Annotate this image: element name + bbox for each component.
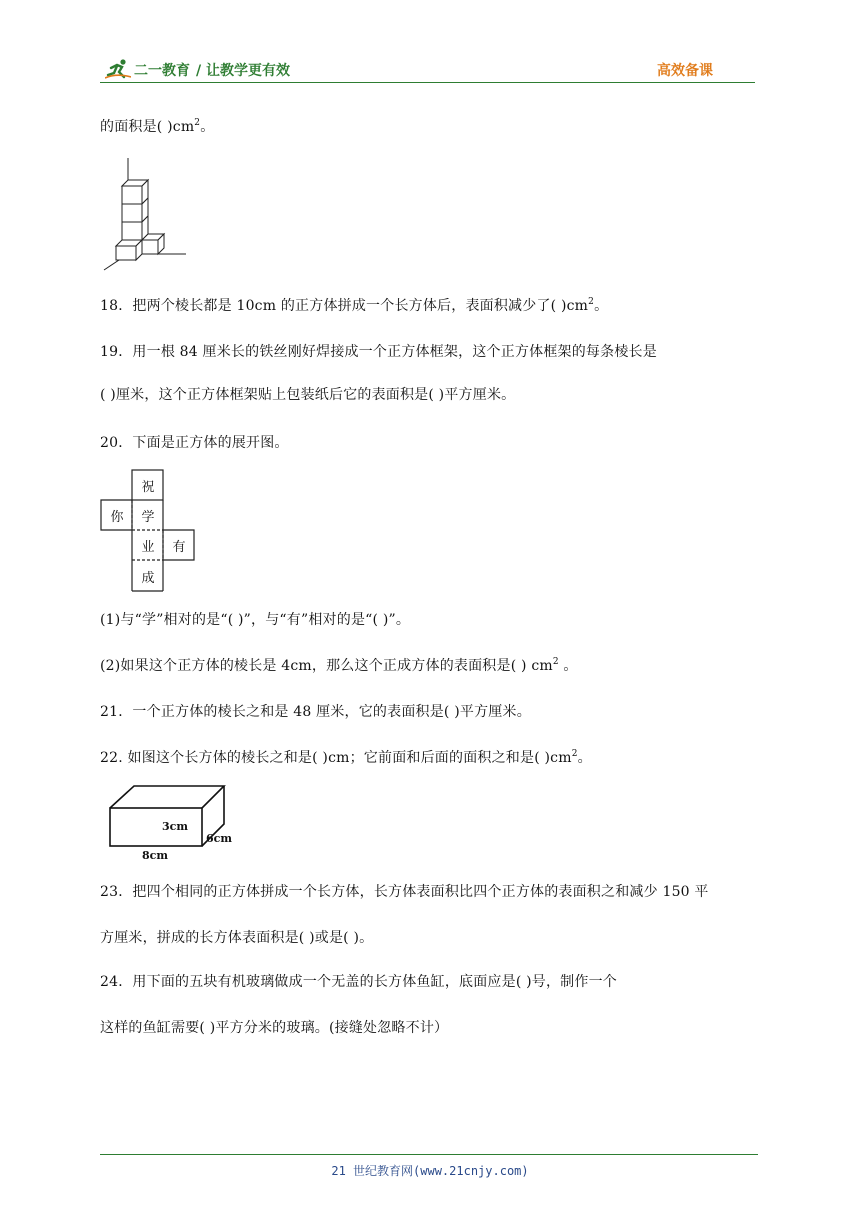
question-21: 21．一个正方体的棱长之和是 48 厘米，它的表面积是( )平方厘米。	[100, 704, 531, 720]
header-right-title: 高效备课	[657, 63, 713, 79]
question-23-line-2: 方厘米，拼成的长方体表面积是( )或是( )。	[100, 930, 374, 946]
cuboid-figure	[108, 784, 238, 864]
question-23-line-1: 23．把四个相同的正方体拼成一个长方体，长方体表面积比四个正方体的表面积之和减少 150 平	[100, 884, 709, 900]
stacked-cubes-figure	[96, 156, 188, 274]
question-20-part-1: (1)与“学”相对的是“( )”，与“有”相对的是“( )”。	[100, 612, 411, 628]
net-face-right: 有	[172, 540, 186, 555]
net-face-center: 学	[141, 510, 155, 525]
cuboid-height-label: 3cm	[162, 820, 188, 833]
brand-name: 二一教育	[134, 63, 190, 79]
question-18: 18．把两个棱长都是 10cm 的正方体拼成一个长方体后，表面积减少了( )$cm^2$。	[100, 297, 609, 314]
footer-source: 21 世纪教育网(www.21cnjy.com)	[331, 1164, 529, 1178]
cube-net-figure	[100, 469, 196, 593]
net-face-top: 祝	[141, 480, 155, 495]
net-face-middle: 业	[141, 540, 155, 555]
question-22: 22. 如图这个长方体的棱长之和是( )cm；它前面和后面的面积之和是( )$cm^2$。	[100, 749, 592, 766]
cuboid-depth-label: 6cm	[206, 832, 232, 845]
question-24-line-1: 24．用下面的五块有机玻璃做成一个无盖的长方体鱼缸，底面应是( )号，制作一个	[100, 974, 617, 990]
question-20-part-2: (2)如果这个正方体的棱长是 4cm，那么这个正成方体的表面积是( ) $cm^2$ 。	[100, 657, 578, 674]
net-face-bottom: 成	[141, 571, 155, 586]
question-20: 20．下面是正方体的展开图。	[100, 435, 289, 451]
question-17-tail: 的面积是( )$cm^2$。	[100, 118, 215, 135]
brand-slogan: / 让教学更有效	[196, 63, 290, 79]
cuboid-length-label: 8cm	[142, 849, 168, 862]
footer-divider	[100, 1154, 758, 1155]
question-19-line-2: ( )厘米，这个正方体框架贴上包装纸后它的表面积是( )平方厘米。	[100, 387, 516, 403]
question-19-line-1: 19．用一根 84 厘米长的铁丝刚好焊接成一个正方体框架，这个正方体框架的每条棱长是	[100, 344, 657, 360]
header-divider	[100, 82, 755, 83]
runner-logo-icon	[105, 58, 131, 80]
question-24-line-2: 这样的鱼缸需要( )平方分米的玻璃。(接缝处忽略不计）	[100, 1020, 449, 1036]
net-face-left: 你	[110, 510, 124, 525]
